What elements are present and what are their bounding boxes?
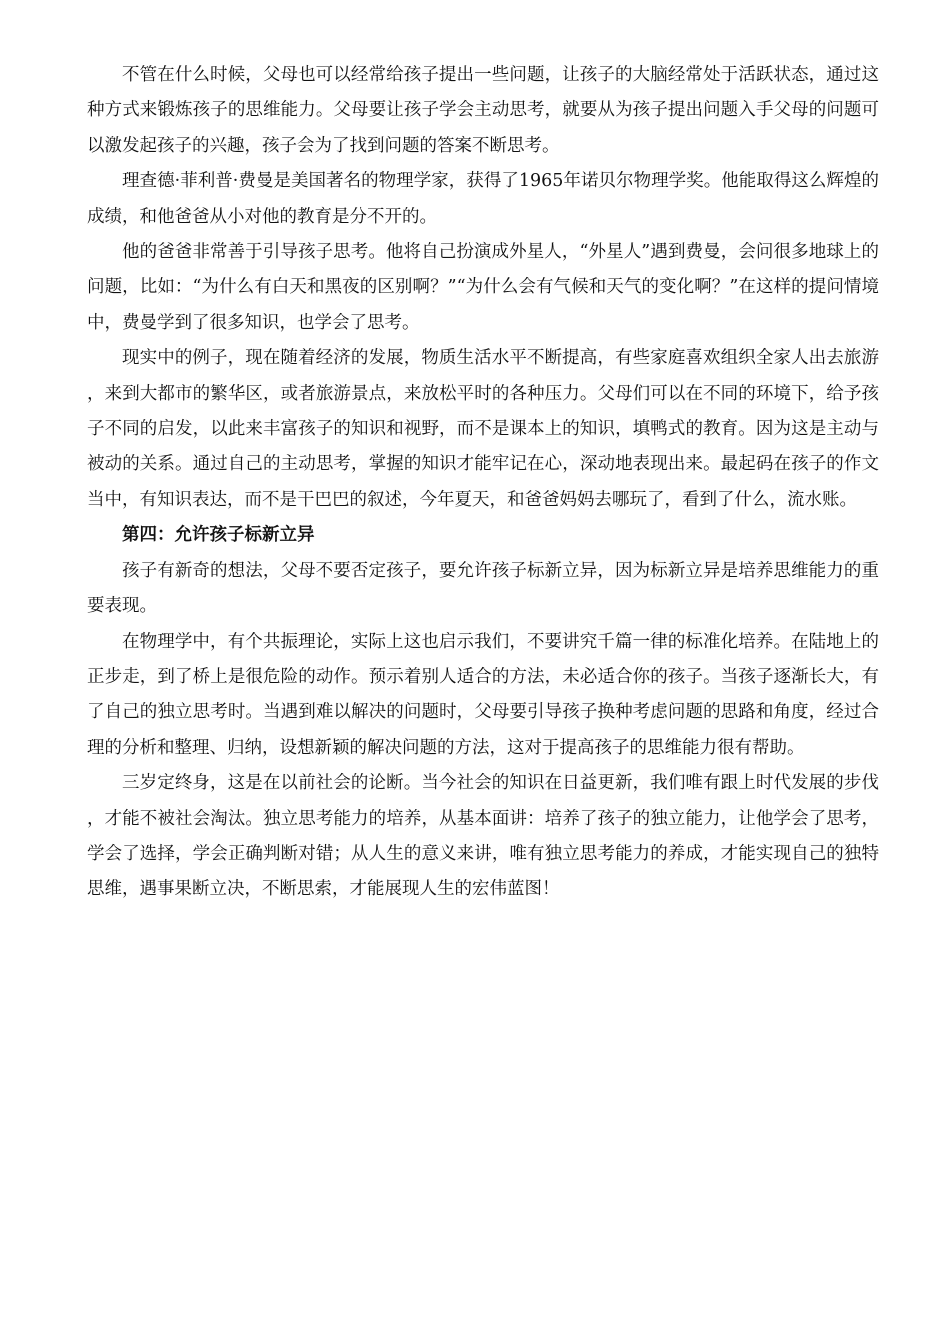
section-heading: 第四：允许孩子标新立异 [122, 525, 315, 546]
paragraph-novel-ideas: 孩子有新奇的想法，父母不要否定孩子，要允许孩子标新立异，因为标新立异是培养思维能力的重要表现。 [87, 560, 879, 617]
paragraph-resonance: 在物理学中，有个共振理论，实际上这也启示我们，不要讲究千篇一律的标准化培养。在陆地上的正步走，到了桥上是很危险的动作。预示着别人适合的方法，未必适合你的孩子。当孩子逐渐长大，有了自己的独立思考时。当遇到难以解决的问题时，父母要引导孩子换种考虑问题的思路和角度，经过合理的分析和整理、归纳，设想新颖的解决问题的方法，这对于提高孩子的思维能力很有帮助。 [87, 631, 879, 758]
paragraph-conclusion: 三岁定终身，这是在以前社会的论断。当今社会的知识在日益更新，我们唯有跟上时代发展的步伐，才能不被社会淘汰。独立思考能力的培养，从基本面讲：培养了孩子的独立能力，让他学会了思考，学会了选择，学会正确判断对错；从人生的意义来讲，唯有独立思考能力的养成，才能实现自己的独特思维，遇事果断立决，不断思索，才能展现人生的宏伟蓝图！ [87, 773, 879, 900]
paragraph-questions: 不管在什么时候，父母也可以经常给孩子提出一些问题，让孩子的大脑经常处于活跃状态，通过这种方式来锻炼孩子的思维能力。父母要让孩子学会主动思考，就要从为孩子提出问题入手父母的问题可以激发起孩子的兴趣，孩子会为了找到问题的答案不断思考。 [87, 65, 879, 156]
paragraph-feynman: 理查德·菲利普·费曼是美国著名的物理学家，获得了1965年诺贝尔物理学奖。他能取得这么辉煌的成绩，和他爸爸从小对他的教育是分不开的。 [87, 171, 879, 227]
document-page [87, 58, 879, 908]
paragraph-travel-example: 现实中的例子，现在随着经济的发展，物质生活水平不断提高，有些家庭喜欢组织全家人出去旅游，来到大都市的繁华区，或者旅游景点，来放松平时的各种压力。父母们可以在不同的环境下，给予孩子不同的启发，以此来丰富孩子的知识和视野，而不是课本上的知识，填鸭式的教育。因为这是主动与被动的关系。通过自己的主动思考，掌握的知识才能牢记在心，深动地表现出来。最起码在孩子的作文当中，有知识表达，而不是干巴巴的叙述，今年夏天，和爸爸妈妈去哪玩了，看到了什么，流水账。 [87, 348, 879, 510]
paragraph-father-alien: 他的爸爸非常善于引导孩子思考。他将自己扮演成外星人，“外星人”遇到费曼，会问很多地球上的问题，比如：“为什么有白天和黑夜的区别啊？”“为什么会有气候和天气的变化啊？”在这样的提问情境中，费曼学到了很多知识，也学会了思考。 [87, 242, 879, 333]
